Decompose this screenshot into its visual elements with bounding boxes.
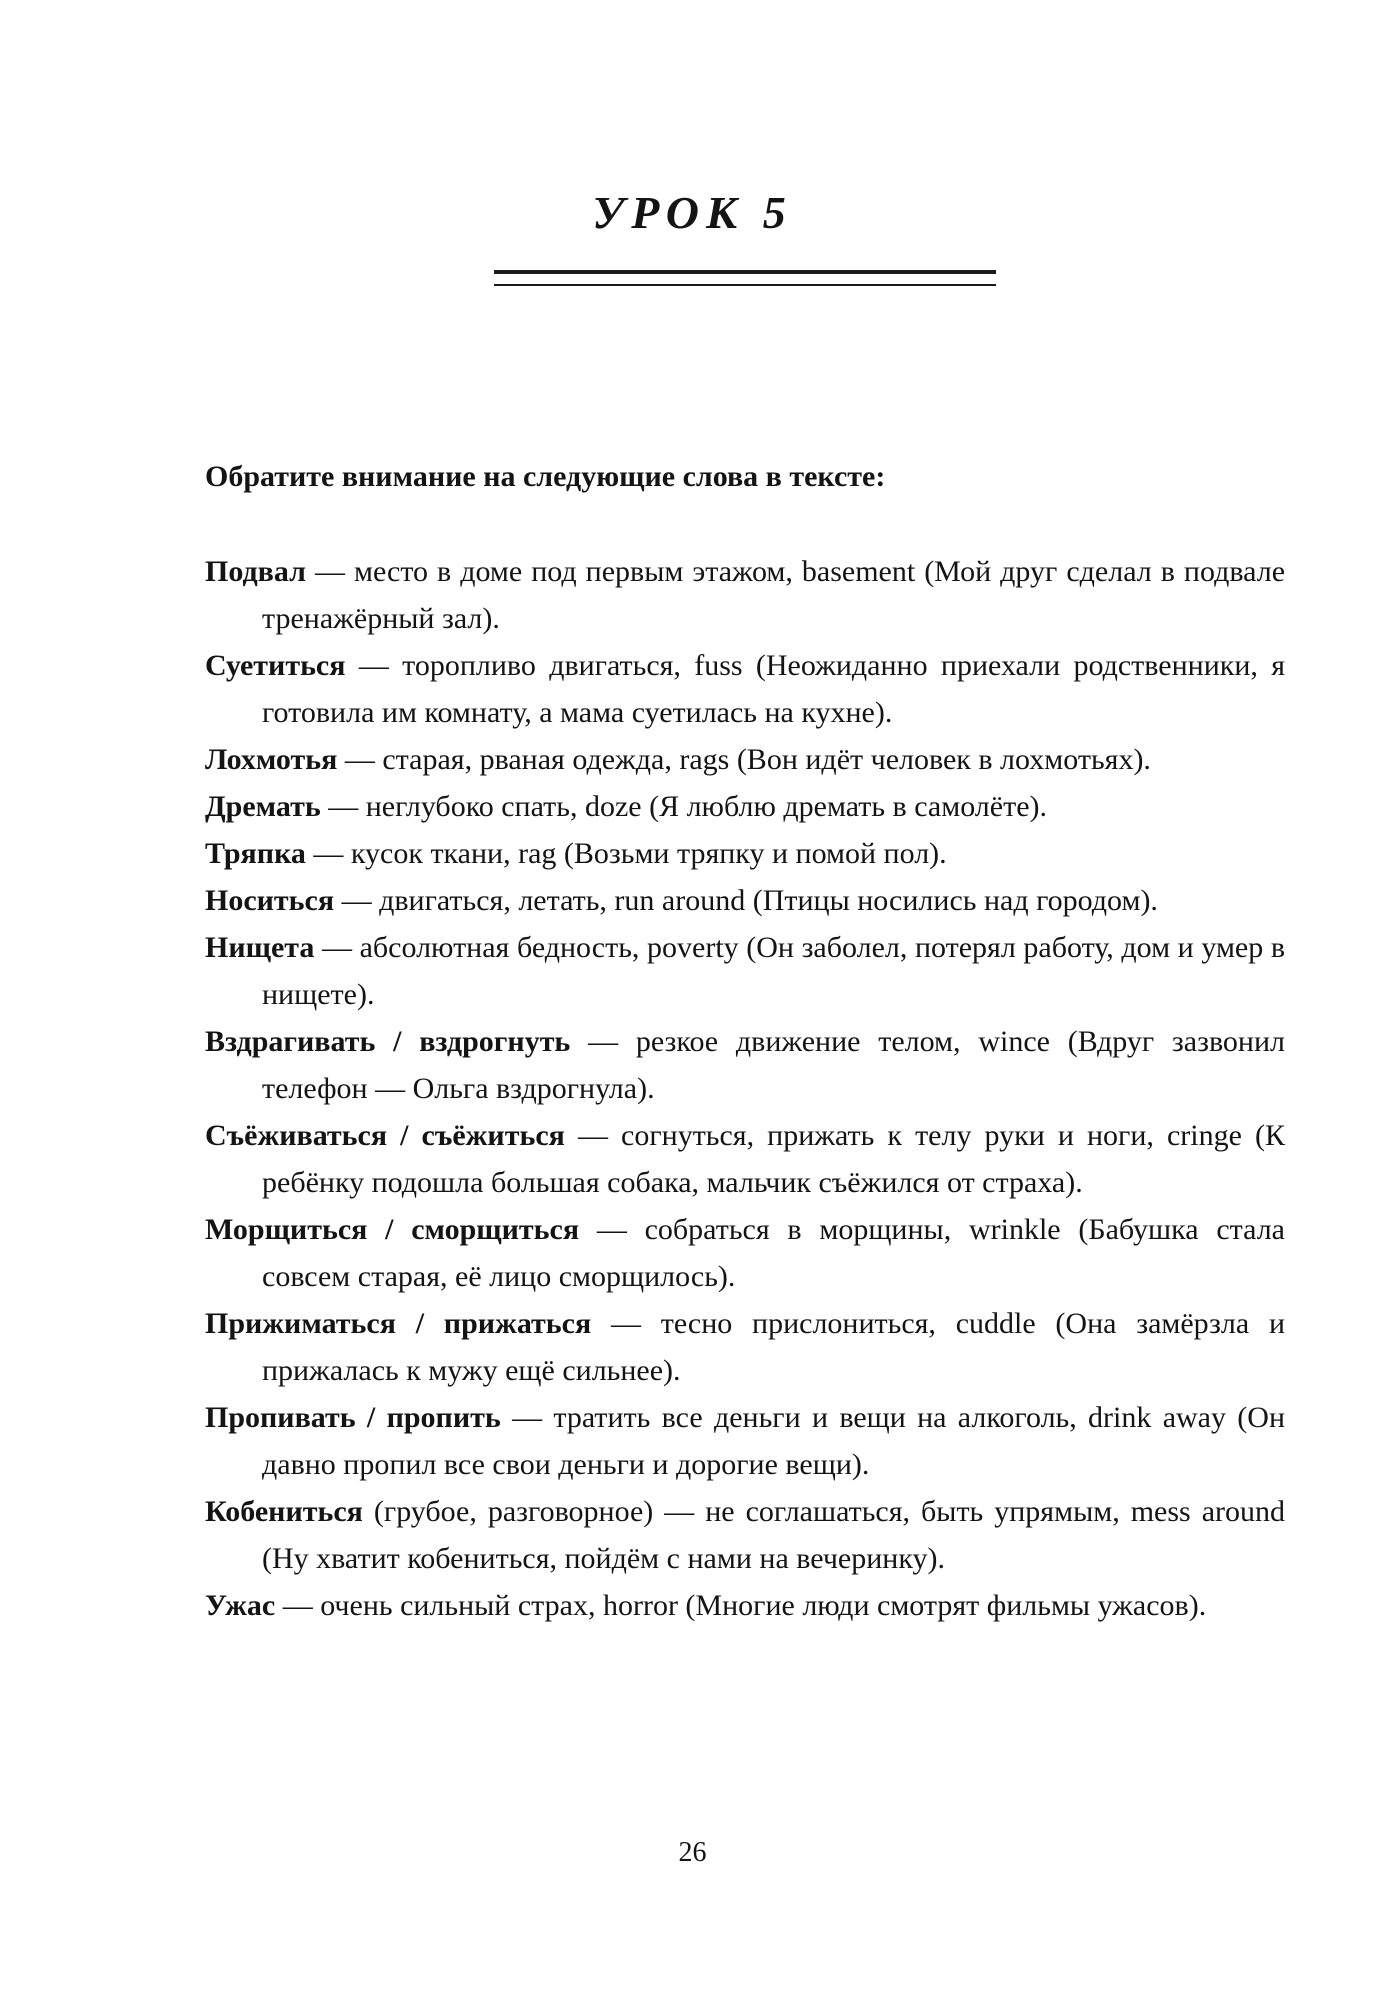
vocabulary-entry [205, 1018, 1285, 1112]
vocabulary-definition: — очень сильный страх, horror (Многие люди смотрят фильмы ужасов). [282, 1589, 1207, 1622]
lesson-title: УРОК 5 [592, 187, 793, 238]
vocabulary-definition: — двигаться, летать, run around (Птицы носились над городом). [341, 884, 1158, 917]
vocabulary-definition: — тратить все деньги и вещи на алкоголь, drink away (Он давно пропил все свои деньги и дорогие вещи). [262, 1401, 1286, 1481]
vocabulary-definition: — торопливо двигаться, fuss (Неожиданно приехали родственники, я готовила им комнату, а мама суетилась на кухне). [262, 649, 1286, 729]
vocabulary-definition: — место в доме под первым этажом, basement (Мой друг сделал в подвале тренажёрный зал). [262, 555, 1286, 635]
vocabulary-entry [205, 1206, 1285, 1300]
vocabulary-term: Кобениться [205, 1495, 363, 1528]
vocabulary-entry [205, 783, 1285, 830]
vocabulary-entry [205, 1582, 1285, 1629]
vocabulary-entry [205, 642, 1285, 736]
vocabulary-definition: — старая, рваная одежда, rags (Вон идёт человек в лохмотьях). [344, 743, 1151, 776]
vocabulary-definition: — резкое движение телом, wince (Вдруг зазвонил телефон — Ольга вздрогнула). [262, 1025, 1285, 1105]
vocabulary-term: Лохмотья [205, 743, 338, 776]
vocabulary-entry [205, 924, 1285, 1018]
vocabulary-term: Подвал [205, 555, 306, 588]
vocabulary-entry [205, 548, 1285, 642]
vocabulary-term: Пропивать / пропить [205, 1401, 501, 1434]
vocabulary-term: Съёживаться / съёжиться [205, 1119, 565, 1152]
vocabulary-term: Ужас [205, 1589, 276, 1622]
title-rule-thick [494, 270, 996, 274]
vocabulary-term: Тряпка [205, 837, 306, 870]
vocabulary-definition: — согнуться, прижать к телу руки и ноги, cringe (К ребёнку подошла большая собака, мальчик съёжился от страха). [262, 1119, 1285, 1199]
vocabulary-definition: (грубое, разговорное) — не соглашаться, быть упрямым, mess around (Ну хватит кобениться, пойдём с нами на вечеринку). [262, 1495, 1286, 1575]
vocabulary-term: Дремать [205, 790, 321, 823]
title-rule-thin [494, 284, 996, 286]
vocabulary-definition: — кусок ткани, rag (Возьми тряпку и помой пол). [313, 837, 947, 870]
vocabulary-term: Прижиматься / прижаться [205, 1307, 592, 1340]
vocabulary-entry [205, 736, 1285, 783]
vocabulary-definition: — тесно прислониться, cuddle (Она замёрзла и прижалась к мужу ещё сильнее). [262, 1307, 1286, 1387]
vocabulary-entry [205, 1488, 1285, 1582]
vocabulary-list [205, 548, 1285, 1629]
vocabulary-entry [205, 830, 1285, 877]
vocabulary-definition: — абсолютная бедность, poverty (Он заболел, потерял работу, дом и умер в нищете). [262, 931, 1286, 1011]
vocabulary-term: Носиться [205, 884, 335, 917]
vocabulary-entry [205, 877, 1285, 924]
vocabulary-entry [205, 1112, 1285, 1206]
vocabulary-term: Нищета [205, 931, 315, 964]
vocabulary-entry [205, 1300, 1285, 1394]
vocabulary-term: Суетиться [205, 649, 346, 682]
vocabulary-entry [205, 1394, 1285, 1488]
page-number: 26 [678, 1837, 707, 1868]
vocabulary-term: Морщиться / сморщиться [205, 1213, 580, 1246]
vocabulary-term: Вздрагивать / вздрогнуть [205, 1025, 571, 1058]
vocabulary-intro: Обратите внимание на следующие слова в тексте: [205, 460, 886, 493]
vocabulary-definition: — собраться в морщины, wrinkle (Бабушка стала совсем старая, её лицо сморщилось). [262, 1213, 1286, 1293]
vocabulary-definition: — неглубоко спать, doze (Я люблю дремать в самолёте). [328, 790, 1048, 823]
